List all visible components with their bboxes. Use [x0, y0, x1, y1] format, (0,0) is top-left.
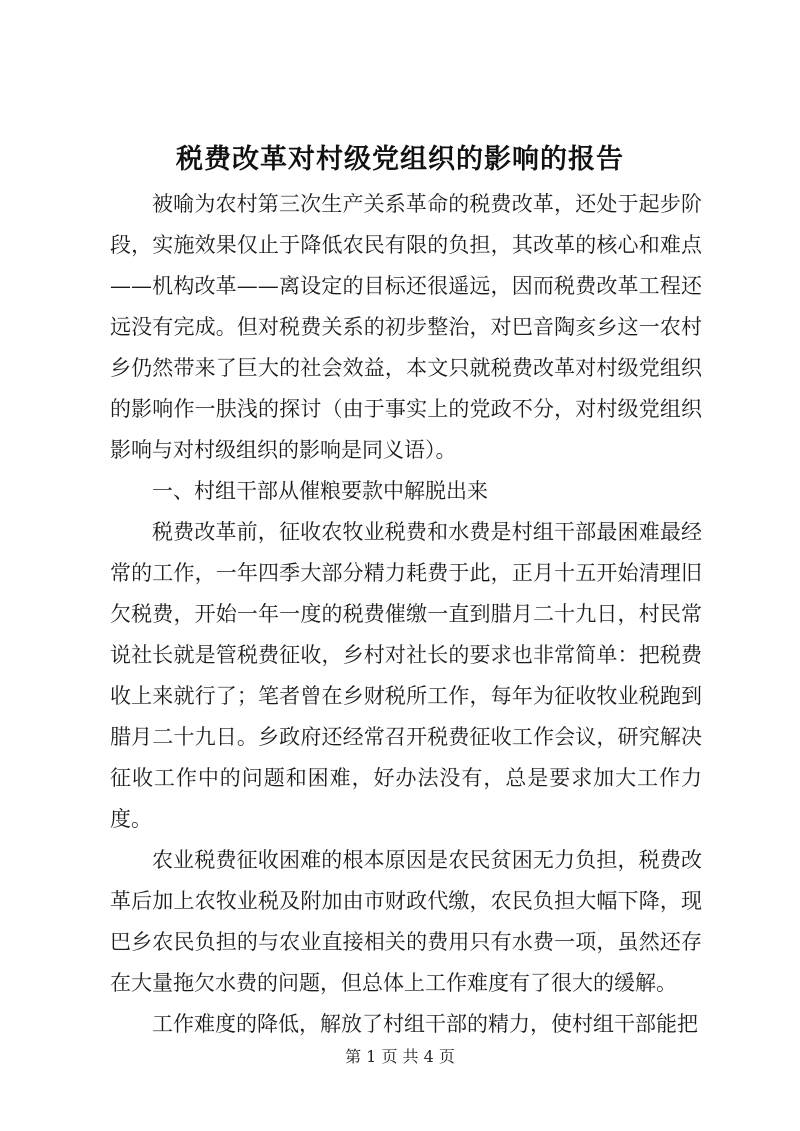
- section-heading-1: 一、村组干部从催粮要款中解脱出来: [152, 479, 488, 503]
- paragraph-root-cause: 农业税费征收困难的根本原因是农民贫困无力负担，税费改革后加上农牧业税及附加由市财政代缴，农民负担大幅下降，现巴乡农民负担的与农业直接相关的费用只有水费一项，虽然还存在大量拖欠水费的问题，但总体上工作难度有了很大的缓解。: [110, 848, 702, 995]
- paragraph-intro: 被喻为农村第三次生产关系革命的税费改革，还处于起步阶段，实施效果仅止于降低农民有限的负担，其改革的核心和难点——机构改革——离设定的目标还很遥远，因而税费改革工程还远没有完成。但对税费关系的初步整治，对巴音陶亥乡这一农村乡仍然带来了巨大的社会效益，本文只就税费改革对村级党组织的影响作一肤浅的探讨（由于事实上的党政不分，对村级党组织影响与对村级组织的影响是同义语）。: [110, 192, 702, 462]
- page-footer: 第 1 页 共 4 页: [345, 1047, 455, 1066]
- paragraph-workload-reduction: 工作难度的降低，解放了村组干部的精力，使村组干部能把: [152, 1012, 698, 1036]
- document-body: [110, 184, 702, 1045]
- paragraph-before-reform: 税费改革前，征收农牧业税费和水费是村组干部最困难最经常的工作，一年四季大部分精力耗费于此，正月十五开始清理旧欠税费，开始一年一度的税费催缴一直到腊月二十九日，村民常说社长就是管税费征收，乡村对社长的要求也非常简单：把税费收上来就行了；笔者曾在乡财税所工作，每年为征收牧业税跑到腊月二十九日。乡政府还经常召开税费征收工作会议，研究解决征收工作中的问题和困难，好办法没有，总是要求加大工作力度。: [110, 520, 702, 831]
- page-title: 税费改革对村级党组织的影响的报告: [176, 144, 624, 175]
